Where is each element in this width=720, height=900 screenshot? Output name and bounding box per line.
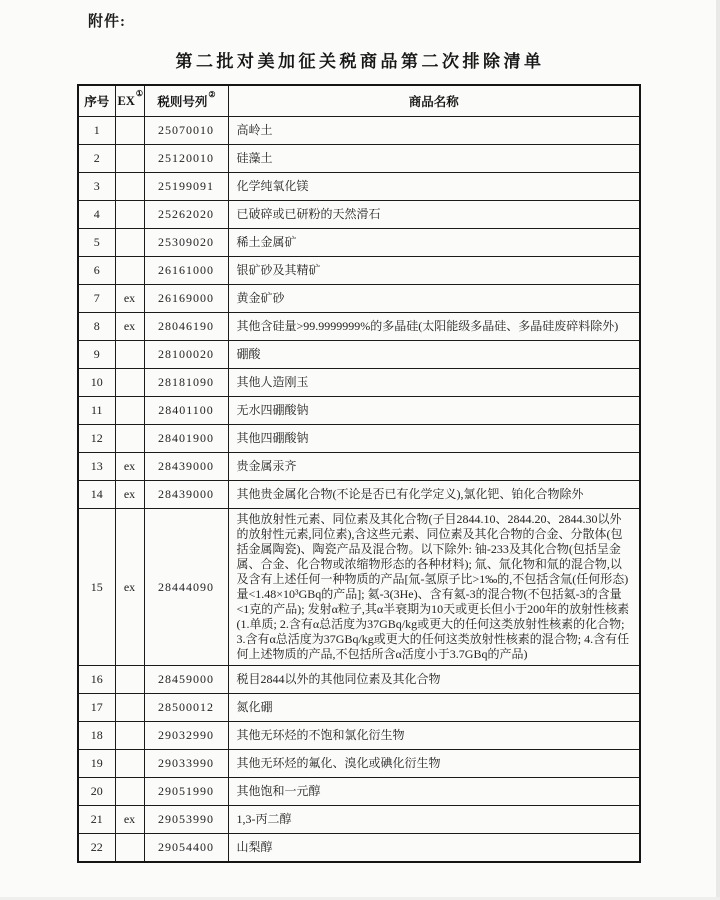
header-ex-footnote-mark: ① [135, 88, 144, 98]
table-row [78, 778, 640, 806]
cell-ex [115, 369, 144, 397]
cell-ex [115, 145, 144, 173]
table-row [78, 425, 640, 453]
cell-code: 29054400 [144, 834, 228, 863]
cell-ex: ex [115, 313, 144, 341]
cell-index: 6 [78, 257, 115, 285]
cell-ex [115, 722, 144, 750]
cell-code: 28444090 [144, 509, 228, 666]
cell-code: 28500012 [144, 694, 228, 722]
table-row [78, 313, 640, 341]
cell-index: 5 [78, 229, 115, 257]
cell-ex [115, 834, 144, 863]
cell-ex [115, 750, 144, 778]
cell-ex [115, 341, 144, 369]
page-title: 第二批对美加征关税商品第二次排除清单 [175, 52, 545, 71]
cell-index: 21 [78, 806, 115, 834]
table-row [78, 834, 640, 863]
cell-code: 29053990 [144, 806, 228, 834]
table-row [78, 481, 640, 509]
cell-ex [115, 229, 144, 257]
attachment-label: 附件: [88, 14, 126, 30]
cell-ex: ex [115, 481, 144, 509]
table-row [78, 397, 640, 425]
header-name-label: 商品名称 [408, 95, 459, 109]
cell-index: 14 [78, 481, 115, 509]
cell-ex: ex [115, 509, 144, 666]
table-row [78, 369, 640, 397]
cell-ex [115, 257, 144, 285]
cell-name: 其他饱和一元醇 [228, 778, 640, 806]
header-code [144, 85, 228, 117]
cell-index: 15 [78, 509, 115, 666]
cell-index: 17 [78, 694, 115, 722]
cell-index: 19 [78, 750, 115, 778]
cell-name: 其他贵金属化合物(不论是否已有化学定义),氯化钯、铂化合物除外 [228, 481, 640, 509]
cell-ex [115, 173, 144, 201]
cell-code: 28459000 [144, 666, 228, 694]
header-code-footnote-mark: ② [208, 89, 216, 99]
cell-code: 25199091 [144, 173, 228, 201]
cell-code: 28401900 [144, 425, 228, 453]
cell-ex [115, 425, 144, 453]
header-name [228, 85, 640, 117]
cell-name: 其他无环烃的氟化、溴化或碘化衍生物 [228, 750, 640, 778]
cell-ex [115, 666, 144, 694]
cell-code: 28100020 [144, 341, 228, 369]
cell-code: 25070010 [144, 117, 228, 145]
cell-name: 税目2844以外的其他同位素及其化合物 [228, 666, 640, 694]
cell-code: 26169000 [144, 285, 228, 313]
cell-code: 25262020 [144, 201, 228, 229]
cell-index: 3 [78, 173, 115, 201]
table-row [78, 694, 640, 722]
cell-name: 其他四硼酸钠 [228, 425, 640, 453]
table-row [78, 806, 640, 834]
table-row [78, 341, 640, 369]
cell-index: 16 [78, 666, 115, 694]
cell-name: 硼酸 [228, 341, 640, 369]
header-index [78, 85, 115, 117]
header-row [78, 85, 640, 117]
table-row [78, 201, 640, 229]
cell-name: 已破碎或已研粉的天然滑石 [228, 201, 640, 229]
table-row [78, 117, 640, 145]
cell-code: 29032990 [144, 722, 228, 750]
cell-code: 29033990 [144, 750, 228, 778]
cell-index: 8 [78, 313, 115, 341]
cell-index: 11 [78, 397, 115, 425]
cell-code: 28401100 [144, 397, 228, 425]
table-row [78, 145, 640, 173]
cell-ex: ex [115, 806, 144, 834]
cell-index: 2 [78, 145, 115, 173]
cell-code: 26161000 [144, 257, 228, 285]
cell-ex [115, 694, 144, 722]
cell-code: 28439000 [144, 481, 228, 509]
cell-name: 其他人造刚玉 [228, 369, 640, 397]
table-row [78, 453, 640, 481]
exclusion-table [77, 84, 641, 863]
cell-index: 10 [78, 369, 115, 397]
header-ex [115, 85, 144, 117]
cell-ex: ex [115, 453, 144, 481]
cell-name: 硅藻土 [228, 145, 640, 173]
cell-index: 7 [78, 285, 115, 313]
cell-index: 9 [78, 341, 115, 369]
table-row [78, 173, 640, 201]
cell-name: 其他放射性元素、同位素及其化合物(子目2844.10、2844.20、2844.30以外的放射性元素,同位素),含这些元素、同位素及其化合物的合金、分散体(包括金属陶瓷)、陶瓷产品及混合物。以下除外: 铀-233及其化合物(包括呈金属、合金、化合物或浓缩物形态的各种材料); 氚、氚化物和氚的混合物,以及含有上述任何一种物质的产品[氚-氢原子比>1‰的,不包括含氚(任何形态)量<1.48×10³GBq的产品]; 氦-3(3He)、含有氦-3的混合物(不包括氦-3的含量<1克的产品); 发射α粒子,其α半衰期为10天或更长但小于200年的放射性核素(1.单质; 2.含有α总活度为37GBq/kg或更大的任何这类放射性核素的化合物; 3.含有α总活度为37GBq/kg或更大的任何这类放射性核素的混合物; 4.含有任何上述物质的产品,不包括所含α活度小于3.7GBq的产品) [228, 509, 640, 666]
cell-name: 1,3-丙二醇 [228, 806, 640, 834]
cell-index: 22 [78, 834, 115, 863]
header-ex-label: EX [117, 94, 135, 109]
cell-code: 25120010 [144, 145, 228, 173]
cell-name: 贵金属汞齐 [228, 453, 640, 481]
header-index-label: 序号 [84, 95, 110, 109]
table-row [78, 509, 640, 666]
table-row [78, 722, 640, 750]
cell-name: 其他含硅量>99.9999999%的多晶硅(太阳能级多晶硅、多晶硅废碎料除外) [228, 313, 640, 341]
cell-index: 1 [78, 117, 115, 145]
cell-index: 20 [78, 778, 115, 806]
table-body [78, 117, 640, 863]
cell-name: 化学纯氧化镁 [228, 173, 640, 201]
cell-name: 无水四硼酸钠 [228, 397, 640, 425]
cell-code: 28439000 [144, 453, 228, 481]
cell-name: 氮化硼 [228, 694, 640, 722]
cell-ex [115, 117, 144, 145]
cell-name: 山梨醇 [228, 834, 640, 863]
header-code-label: 税则号列 [157, 95, 208, 109]
cell-code: 29051990 [144, 778, 228, 806]
scan-edge [716, 0, 720, 900]
table-row [78, 750, 640, 778]
cell-index: 18 [78, 722, 115, 750]
cell-index: 13 [78, 453, 115, 481]
cell-index: 4 [78, 201, 115, 229]
table-row [78, 285, 640, 313]
cell-code: 28181090 [144, 369, 228, 397]
cell-code: 25309020 [144, 229, 228, 257]
cell-ex [115, 397, 144, 425]
cell-ex [115, 778, 144, 806]
cell-code: 28046190 [144, 313, 228, 341]
cell-name: 高岭土 [228, 117, 640, 145]
cell-ex [115, 201, 144, 229]
table-row [78, 257, 640, 285]
cell-name: 银矿砂及其精矿 [228, 257, 640, 285]
table-row [78, 666, 640, 694]
cell-name: 其他无环烃的不饱和氯化衍生物 [228, 722, 640, 750]
cell-name: 黄金矿砂 [228, 285, 640, 313]
cell-name: 稀土金属矿 [228, 229, 640, 257]
cell-ex: ex [115, 285, 144, 313]
cell-index: 12 [78, 425, 115, 453]
table-row [78, 229, 640, 257]
